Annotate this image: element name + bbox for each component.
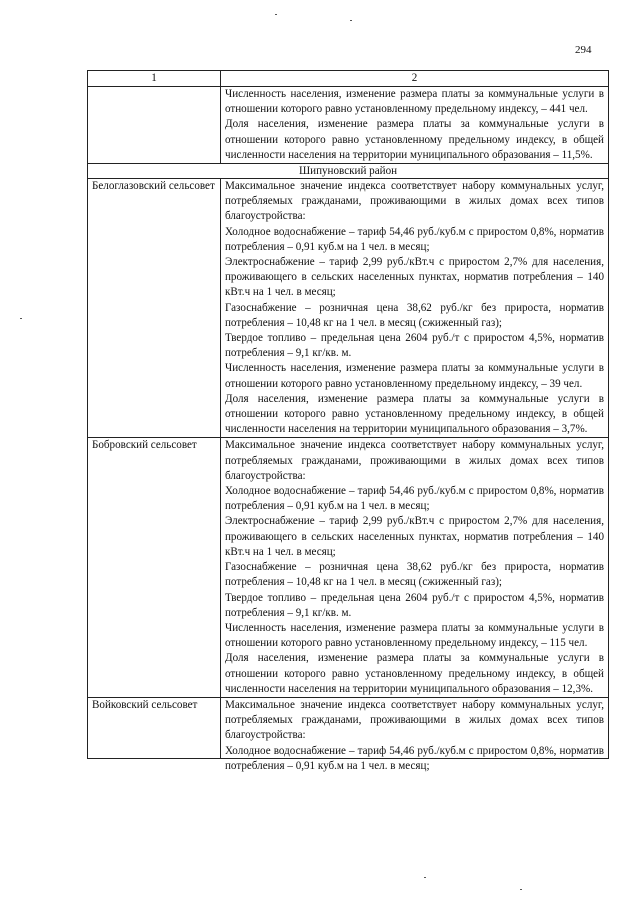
paragraph: Холодное водоснабжение – тариф 54,46 руб./куб.м с приростом 0,8%, норматив потребления – 0,91 куб.м на 1 чел. в месяц; [225, 225, 604, 253]
paragraph: Электроснабжение – тариф 2,99 руб./кВт.ч с приростом 2,7% для населения, проживающего в сельских населенных пунктах, норматив потребления – 140 кВт.ч на 1 чел. в месяц; [225, 515, 604, 558]
scan-speck [424, 877, 426, 878]
paragraph: Доля населения, изменение размера платы за коммунальные услуги в отношении которого равно установленному предельному индексу, в общей численности населения на территории муниципального образования – 11,5%. [225, 118, 604, 161]
table-header-row [88, 71, 609, 87]
continuation-text-cell [221, 87, 609, 164]
continuation-row [88, 87, 609, 164]
paragraph: Газоснабжение – розничная цена 38,62 руб./кг без прироста, норматив потребления – 10,48 кг на 1 чел. в месяц (сжиженный газ); [225, 561, 604, 589]
paragraph: Твердое топливо – предельная цена 2604 руб./т с приростом 4,5%, норматив потребления – 9,1 кг/кв. м. [225, 591, 604, 619]
table-row [88, 179, 609, 438]
region-row [88, 164, 609, 179]
index-table [87, 70, 609, 772]
table-row [88, 697, 609, 758]
paragraph: Электроснабжение – тариф 2,99 руб./кВт.ч с приростом 2,7% для населения, проживающего в сельских населенных пунктах, норматив потребления – 140 кВт.ч на 1 чел. в месяц; [225, 256, 604, 299]
municipality-text [221, 179, 609, 438]
paragraph: Газоснабжение – розничная цена 38,62 руб./кг без прироста, норматив потребления – 10,48 кг на 1 чел. в месяц (сжиженный газ); [225, 301, 604, 329]
paragraph: Холодное водоснабжение – тариф 54,46 руб./куб.м с приростом 0,8%, норматив потребления – 0,91 куб.м на 1 чел. в месяц; [225, 744, 604, 772]
page-number: 294 [575, 44, 592, 56]
header-col-2: 2 [221, 71, 609, 87]
scan-speck [20, 318, 22, 319]
paragraph: Доля населения, изменение размера платы за коммунальные услуги в отношении которого равно установленному предельному индексу, в общей численности населения на территории муниципального образования – 3,7%. [225, 392, 604, 436]
municipality-text [221, 697, 609, 772]
continuation-name-cell [88, 87, 221, 164]
municipality-name: Бобровский сельсовет [88, 438, 221, 697]
table-row [88, 438, 609, 697]
scan-speck [520, 889, 522, 890]
paragraph: Максимальное значение индекса соответствует набору коммунальных услуг, потребляемых гражданами, проживающими в жилых домах всех типов благоустройства: [225, 698, 604, 742]
paragraph: Численность населения, изменение размера платы за коммунальные услуги в отношении которого равно установленному предельному индексу, – 115 чел. [225, 621, 604, 650]
municipality-text [221, 438, 609, 697]
header-col-1: 1 [88, 71, 221, 87]
paragraph: Максимальное значение индекса соответствует набору коммунальных услуг, потребляемых гражданами, проживающими в жилых домах всех типов благоустройства: [225, 180, 604, 223]
paragraph: Численность населения, изменение размера платы за коммунальные услуги в отношении которого равно установленному предельному индексу, – 441 чел. [225, 88, 604, 116]
region-title: Шипуновский район [88, 164, 609, 179]
municipality-name: Белоглазовский сельсовет [88, 179, 221, 438]
paragraph: Максимальное значение индекса соответствует набору коммунальных услуг, потребляемых гражданами, проживающими в жилых домах всех типов благоустройства: [225, 439, 604, 482]
paragraph: Доля населения, изменение размера платы за коммунальные услуги в отношении которого равно установленному предельному индексу, в общей численности населения на территории муниципального образования – 12,3%. [225, 652, 604, 695]
paragraph: Численность населения, изменение размера платы за коммунальные услуги в отношении которого равно установленному предельному индексу, – 39 чел. [225, 362, 604, 390]
scan-speck [350, 20, 352, 21]
municipality-name: Войковский сельсовет [88, 697, 221, 758]
cut-off-text [225, 698, 604, 772]
scan-speck [275, 14, 277, 15]
paragraph: Холодное водоснабжение – тариф 54,46 руб./куб.м с приростом 0,8%, норматив потребления – 0,91 куб.м на 1 чел. в месяц; [225, 485, 604, 513]
paragraph: Твердое топливо – предельная цена 2604 руб./т с приростом 4,5%, норматив потребления – 9,1 кг/кв. м. [225, 332, 604, 360]
